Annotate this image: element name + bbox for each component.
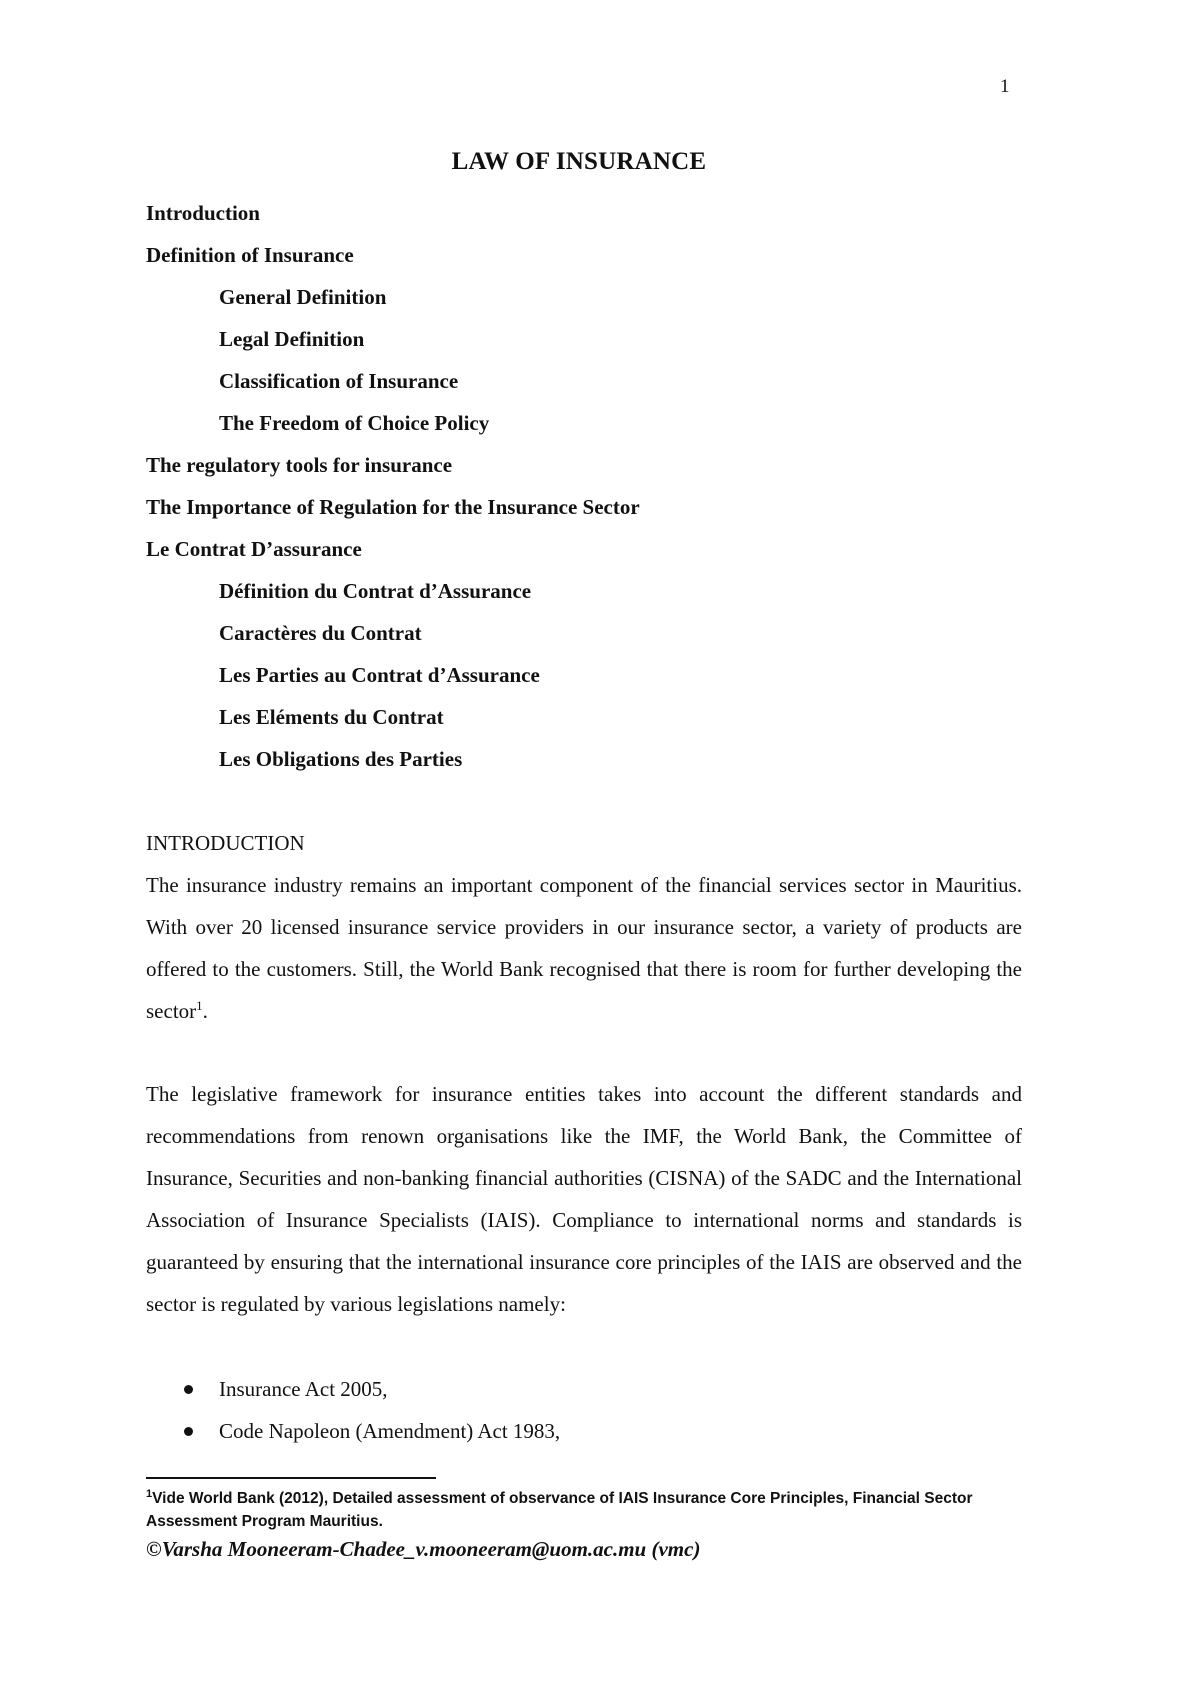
toc-subitem: The Freedom of Choice Policy [219,411,490,435]
toc-item: The regulatory tools for insurance [146,453,453,477]
toc-subitem: Les Eléments du Contrat [219,705,444,729]
table-of-contents [146,192,640,780]
toc-subitem: Les Obligations des Parties [219,747,463,771]
toc-item: Introduction [146,201,260,225]
footnote-separator [146,1477,436,1479]
introduction-paragraph-2: The legislative framework for insurance entities takes into account the different standards and recommendations from renown organisations like the IMF, the World Bank, the Committee of Insurance, Securities and non-banking financial authorities (CISNA) of the SADC and the International Association of Insurance Specialists (IAIS). Compliance to international norms and standards is guaranteed by ensuring that the international insurance core principles of the IAIS are observed and the sector is regulated by various legislations namely: [146,1082,1022,1316]
list-item-text: Code Napoleon (Amendment) Act 1983, [219,1419,561,1443]
legislation-list [146,1368,560,1452]
introduction-paragraph-1 [146,864,1022,1032]
toc-subitem: Caractères du Contrat [219,621,422,645]
toc-subitem: Les Parties au Contrat d’Assurance [219,663,540,687]
toc-item: Le Contrat D’assurance [146,537,362,561]
toc-subitem: General Definition [219,285,387,309]
page-number: 1 [1000,76,1010,97]
footnote-reference: 1 [196,998,203,1013]
toc-subitem: Classification of Insurance [219,369,459,393]
bullet-icon [184,1385,193,1394]
list-item-text: Insurance Act 2005, [219,1377,388,1401]
list-item [146,1368,560,1410]
bullet-icon [184,1427,193,1436]
footnote-number: 1 [146,1487,153,1500]
copyright-notice: ©Varsha Mooneeram-Chadee_v.mooneeram@uom.ac.mu (vmc) [146,1537,701,1561]
toc-subitem: Legal Definition [219,327,365,351]
section-heading-introduction: INTRODUCTION [146,831,305,855]
toc-subitem: Définition du Contrat d’Assurance [219,579,532,603]
toc-item: The Importance of Regulation for the Insurance Sector [146,495,640,519]
paragraph-1-text: The insurance industry remains an important component of the financial services sector in Mauritius. With over 20 licensed insurance service providers in our insurance sector, a variety of products are offered to the customers. Still, the World Bank recognised that there is room for further developing the sector [146,873,1022,1023]
document-title: LAW OF INSURANCE [451,148,707,175]
paragraph-1-end: . [202,999,208,1023]
toc-item: Definition of Insurance [146,243,354,267]
footnote [146,1487,1026,1533]
footnote-text: Vide World Bank (2012), Detailed assessment of observance of IAIS Insurance Core Principles, Financial Sector Assessment Program Mauritius. [146,1490,973,1530]
list-item [146,1410,560,1452]
